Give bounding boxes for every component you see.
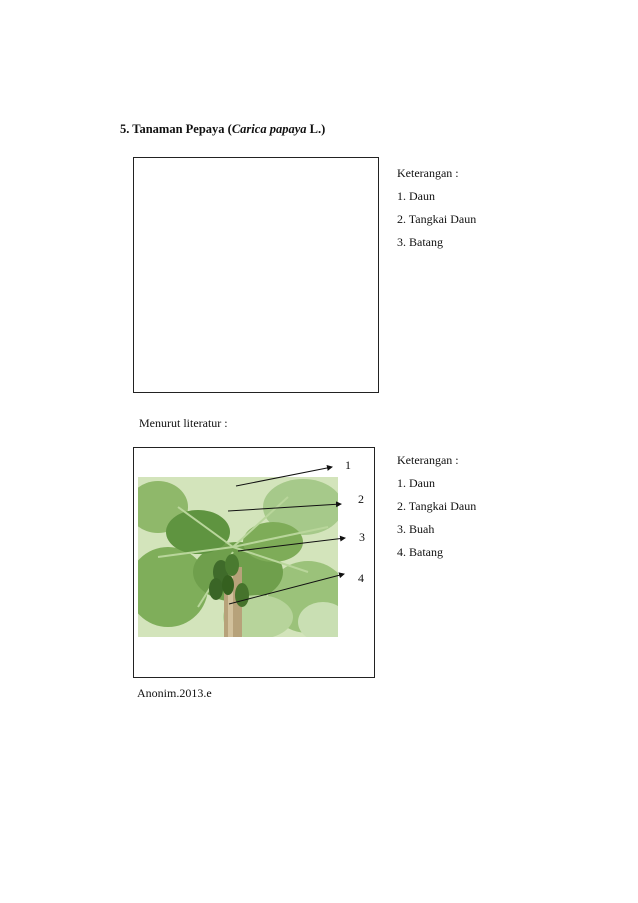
arrow-daun — [236, 467, 332, 486]
heading-prefix: 5. Tanaman Pepaya ( — [120, 122, 232, 136]
callout-number: 3 — [359, 530, 365, 544]
literature-label: Menurut literatur : — [139, 416, 228, 430]
legend-item: 1. Daun — [397, 189, 435, 203]
heading-suffix: L.) — [306, 122, 326, 136]
arrow-buah — [238, 538, 345, 551]
legend-literature-figure — [397, 449, 476, 564]
callout-number: 1 — [345, 458, 351, 472]
image-source: Anonim.2013.e — [137, 686, 212, 700]
scientific-name: Carica papaya — [231, 122, 307, 136]
legend-title: Keterangan : — [397, 166, 459, 180]
legend-item: 2. Tangkai Daun — [397, 499, 477, 513]
callout-number: 4 — [358, 571, 364, 585]
legend-item: 3. Buah — [397, 522, 435, 536]
arrow-batang — [229, 574, 344, 604]
arrow-tangkai-daun — [228, 504, 341, 511]
legend-item: 4. Batang — [397, 545, 443, 559]
callout-number: 2 — [358, 492, 364, 506]
legend-item: 1. Daun — [397, 476, 435, 490]
legend-item: 2. Tangkai Daun — [397, 212, 477, 226]
legend-title: Keterangan : — [397, 453, 459, 467]
legend-item: 3. Batang — [397, 235, 443, 249]
